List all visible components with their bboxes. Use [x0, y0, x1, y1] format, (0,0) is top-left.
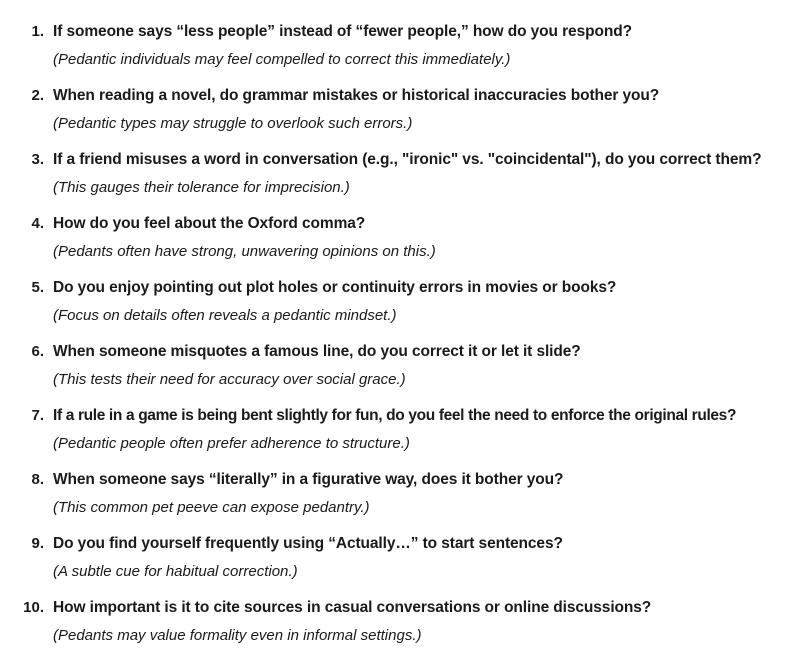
item-question: When someone misquotes a famous line, do you correct it or let it slide? [53, 343, 581, 360]
item-note: (This tests their need for accuracy over social grace.) [53, 371, 406, 388]
item-number: 8. [31, 471, 44, 488]
item-number: 5. [31, 279, 44, 296]
list-item [0, 406, 800, 470]
item-note: (Pedants may value formality even in informal settings.) [53, 627, 422, 644]
item-number: 10. [23, 599, 44, 616]
item-note: (Pedantic people often prefer adherence to structure.) [53, 435, 410, 452]
item-note: (Pedants often have strong, unwavering opinions on this.) [53, 243, 436, 260]
list-item [0, 214, 800, 278]
item-number: 3. [31, 151, 44, 168]
item-note: (Pedantic individuals may feel compelled to correct this immediately.) [53, 51, 511, 68]
item-question: If someone says “less people” instead of “fewer people,” how do you respond? [53, 23, 632, 40]
item-number: 2. [31, 87, 44, 104]
item-number: 7. [31, 407, 44, 424]
list-item [0, 534, 800, 598]
item-note: (Pedantic types may struggle to overlook such errors.) [53, 115, 413, 132]
item-number: 9. [31, 535, 44, 552]
item-note: (This common pet peeve can expose pedantry.) [53, 499, 370, 516]
list-item [0, 150, 800, 214]
list-item [0, 278, 800, 342]
item-question: If a friend misuses a word in conversation (e.g., "ironic" vs. "coincidental"), do you correct them? [53, 151, 762, 168]
item-note: (This gauges their tolerance for imprecision.) [53, 179, 350, 196]
item-number: 6. [31, 343, 44, 360]
list-item [0, 342, 800, 406]
item-question: When someone says “literally” in a figurative way, does it bother you? [53, 471, 564, 488]
item-note: (Focus on details often reveals a pedantic mindset.) [53, 307, 397, 324]
item-question: How important is it to cite sources in casual conversations or online discussions? [53, 599, 652, 616]
item-number: 4. [31, 215, 44, 232]
item-question: When reading a novel, do grammar mistakes or historical inaccuracies bother you? [53, 87, 660, 104]
item-number: 1. [31, 23, 44, 40]
item-question: Do you find yourself frequently using “Actually…” to start sentences? [53, 535, 563, 552]
list-item [0, 598, 800, 662]
item-question: If a rule in a game is being bent slightly for fun, do you feel the need to enforce the original rules? [53, 407, 737, 424]
list-item [0, 22, 800, 86]
item-question: Do you enjoy pointing out plot holes or continuity errors in movies or books? [53, 279, 617, 296]
item-question: How do you feel about the Oxford comma? [53, 215, 366, 232]
item-note: (A subtle cue for habitual correction.) [53, 563, 298, 580]
list-item [0, 470, 800, 534]
list-item [0, 86, 800, 150]
